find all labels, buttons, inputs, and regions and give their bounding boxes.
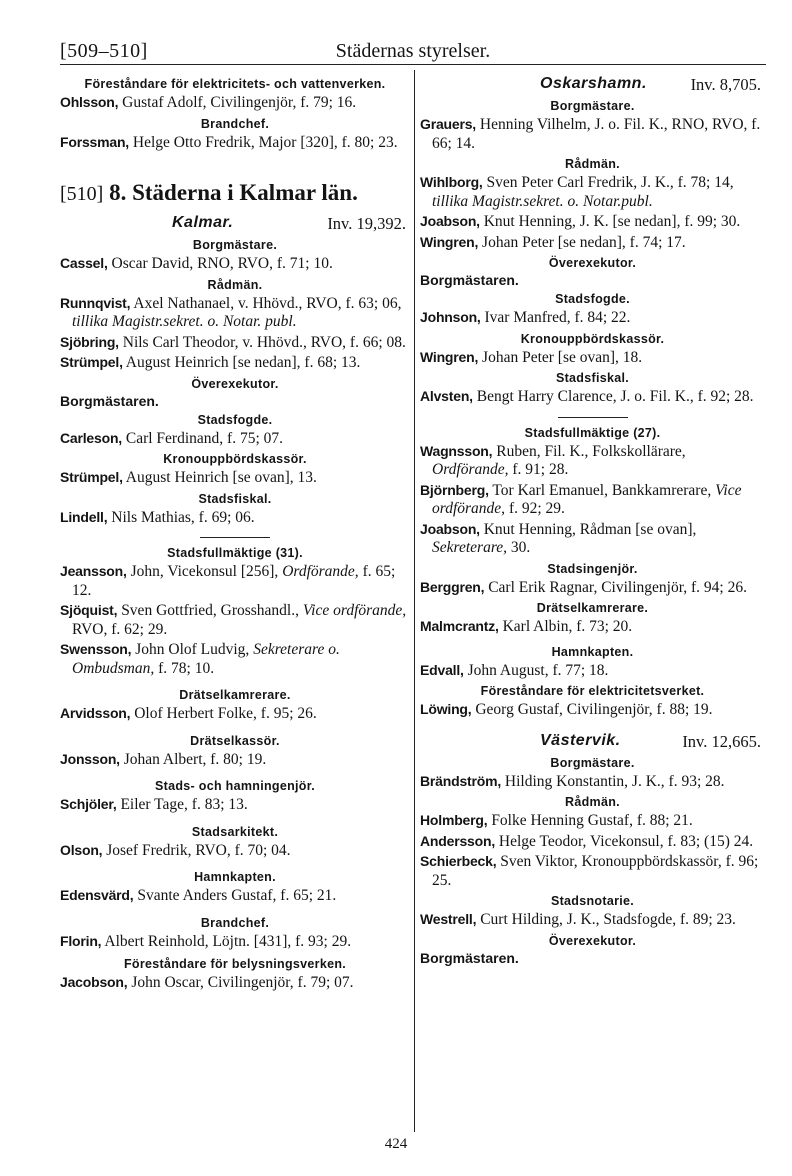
section-heading: Föreståndare för elektricitets- och vattenverken. <box>84 77 386 91</box>
section-heading: Kronouppbördskassör. <box>163 452 307 466</box>
entry: Borgmästaren. <box>420 272 519 288</box>
section-heading: Stadsnotarie. <box>550 894 635 908</box>
entry: Wingren, Johan Peter [se nedan], f. 74; 17. <box>420 233 686 251</box>
section-heading: Drätselkamrerare. <box>179 688 291 702</box>
city-heading: Oskarshamn. Inv. 8,705. <box>540 75 761 94</box>
section-heading: Brandchef. <box>200 915 270 930</box>
section-heading: Föreståndare för belysningsverken. <box>123 957 347 971</box>
entry: Wagnsson, Ruben, Fil. K., Folkskollärare, Ordförande, f. 91; 28. <box>420 442 686 478</box>
section-heading: Rådmän. <box>207 277 263 292</box>
section-heading: Hamnkapten. <box>551 644 634 659</box>
entry: Schierbeck, Sven Viktor, Kronouppbördskassör, f. 96; 25. <box>420 853 759 889</box>
entry: Jeansson, John, Vicekonsul [256], Ordförande, f. 65; 12. <box>60 563 396 599</box>
entry: Malmcrantz, Karl Albin, f. 73; 20. <box>420 618 633 635</box>
section-heading: Stads- och hamningenjör. <box>155 779 315 793</box>
chapter-heading: [510] 8. Städerna i Kalmar län. <box>60 180 358 205</box>
section-heading: Stadsfogde. <box>197 412 273 427</box>
entry: Swensson, John Olof Ludvig, Sekreterare o. Ombudsman, f. 78; 10. <box>60 641 340 677</box>
section-heading: Borgmästare. <box>550 99 635 113</box>
entry: Wingren, Johan Peter [se ovan], 18. <box>420 348 643 366</box>
entry: Ohlsson, Gustaf Adolf, Civilingenjör, f. 79; 16. <box>60 94 357 111</box>
entry: Holmberg, Folke Henning Gustaf, f. 88; 21. <box>420 812 693 829</box>
entry: Jacobson, John Oscar, Civilingenjör, f. 79; 07. <box>60 974 354 991</box>
entry: Joabson, Knut Henning, Rådman [se ovan], Sekreterare, 30. <box>420 520 697 556</box>
section-heading: Stadsfiskal. <box>198 491 272 506</box>
entry: Florin, Albert Reinhold, Löjtn. [431], f. 93; 29. <box>60 932 352 950</box>
page-number: 424 <box>384 1136 408 1152</box>
entry: Cassel, Oscar David, RNO, RVO, f. 71; 10. <box>60 255 333 272</box>
section-heading: Hamnkapten. <box>194 870 276 884</box>
section-heading: Föreståndare för elektricitetsverket. <box>480 684 705 698</box>
entry: Sjöbring, Nils Carl Theodor, v. Hhövd., RVO, f. 66; 08. <box>60 333 406 351</box>
entry: Alvsten, Bengt Harry Clarence, J. o. Fil. K., f. 92; 28. <box>420 388 754 405</box>
section-heading: Överexekutor. <box>548 933 637 948</box>
entry: Johnson, Ivar Manfred, f. 84; 22. <box>420 309 631 326</box>
entry: Grauers, Henning Vilhelm, J. o. Fil. K., RNO, RVO, f. 66; 14. <box>420 116 761 152</box>
entry: Berggren, Carl Erik Ragnar, Civilingenjör, f. 94; 26. <box>420 578 747 596</box>
entry: Joabson, Knut Henning, J. K. [se nedan], f. 99; 30. <box>420 213 741 230</box>
entry: Strümpel, August Heinrich [se nedan], f. 68; 13. <box>60 354 361 371</box>
entry: Arvidsson, Olof Herbert Folke, f. 95; 26. <box>60 705 317 722</box>
entry: Björnberg, Tor Karl Emanuel, Bankkamrerare, Vice ordförande, f. 92; 29. <box>420 481 742 517</box>
entry: Jonsson, Johan Albert, f. 80; 19. <box>60 750 267 768</box>
entry: Carleson, Carl Ferdinand, f. 75; 07. <box>60 429 284 447</box>
page-header <box>60 34 766 65</box>
entry: Andersson, Helge Teodor, Vicekonsul, f. 83; (15) 24. <box>420 832 754 850</box>
section-heading: Drätselkamrerare. <box>536 601 649 615</box>
section-heading: Överexekutor. <box>191 376 279 391</box>
city-heading: Västervik. Inv. 12,665. <box>540 731 761 751</box>
section-heading: Borgmästare. <box>550 755 635 770</box>
city-heading: Kalmar. Inv. 19,392. <box>172 214 406 233</box>
entry: Forssman, Helge Otto Fredrik, Major [320], f. 80; 23. <box>60 133 398 151</box>
entry: Edvall, John August, f. 77; 18. <box>420 661 609 679</box>
entry: Wihlborg, Sven Peter Carl Fredrik, J. K., f. 78; 14, tillika Magistr.sekret. o. Notar.publ. <box>420 174 734 210</box>
right-column <box>420 75 765 970</box>
section-heading: Överexekutor. <box>548 256 637 270</box>
section-heading: Stadsingenjör. <box>547 561 638 576</box>
column-rule <box>414 70 415 1132</box>
section-heading: Kronouppbördskassör. <box>520 331 665 346</box>
divider <box>558 417 628 418</box>
section-heading: Stadsfullmäktige (31). <box>167 546 303 560</box>
entry: Strümpel, August Heinrich [se ovan], 13. <box>60 469 317 486</box>
divider <box>200 537 270 538</box>
running-title: Städernas styrelser. <box>335 40 491 62</box>
entry: Westrell, Curt Hilding, J. K., Stadsfogde, f. 89; 23. <box>420 911 736 928</box>
entry: Löwing, Georg Gustaf, Civilingenjör, f. 88; 19. <box>420 701 713 718</box>
entry: Borgmästaren. <box>60 392 159 409</box>
section-heading: Drätselkassör. <box>190 733 280 748</box>
entry: Edensvärd, Svante Anders Gustaf, f. 65; 21. <box>60 887 337 904</box>
section-heading: Rådmän. <box>565 157 620 171</box>
section-heading: Rådmän. <box>565 795 620 809</box>
entry: Sjöquist, Sven Gottfried, Grosshandl., Vice ordförande, RVO, f. 62; 29. <box>60 602 407 638</box>
section-heading: Brandchef. <box>200 116 270 131</box>
page-range: [509–510] <box>60 40 148 62</box>
section-heading: Stadsfullmäktige (27). <box>524 425 661 440</box>
entry: Schjöler, Eiler Tage, f. 83; 13. <box>60 796 248 813</box>
section-heading: Borgmästare. <box>192 238 278 252</box>
section-heading: Stadsarkitekt. <box>191 824 279 839</box>
section-heading: Stadsfogde. <box>555 292 630 306</box>
section-heading: Stadsfiskal. <box>555 371 630 385</box>
entry: Runnqvist, Axel Nathanael, v. Hhövd., RVO, f. 63; 06, tillika Magistr.sekret. o. Notar. publ. <box>60 294 402 330</box>
entry: Olson, Josef Fredrik, RVO, f. 70; 04. <box>60 841 291 859</box>
entry: Brändström, Hilding Konstantin, J. K., f. 93; 28. <box>420 772 725 790</box>
entry: Borgmästaren. <box>420 949 519 966</box>
left-column <box>60 75 410 994</box>
entry: Lindell, Nils Mathias, f. 69; 06. <box>60 508 255 526</box>
